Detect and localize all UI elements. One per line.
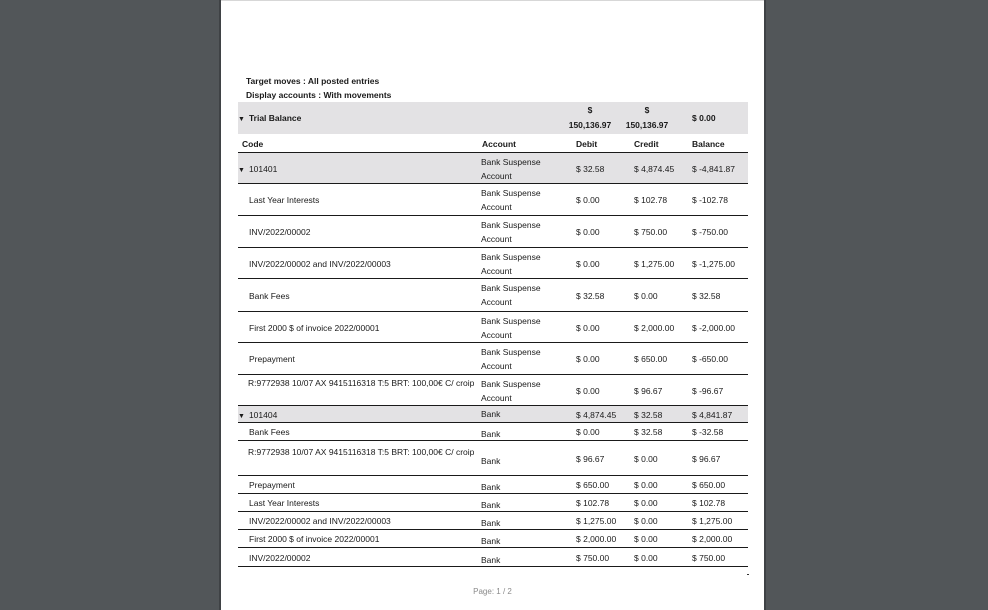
line-debit: $ 0.00 — [576, 259, 600, 269]
collapse-triangle-icon[interactable]: ▼ — [238, 167, 245, 174]
line-debit: $ 0.00 — [576, 386, 600, 396]
group-balance: $ 4,841.87 — [692, 410, 733, 420]
line-debit: $ 0.00 — [576, 427, 600, 437]
column-account: Account — [482, 139, 516, 149]
line-balance: $ 650.00 — [692, 480, 726, 490]
line-credit: $ 650.00 — [634, 354, 668, 364]
line-credit: $ 0.00 — [634, 291, 658, 301]
table-body — [238, 153, 748, 567]
table-row — [238, 476, 748, 494]
page-top-edge — [221, 0, 764, 1]
line-label: INV/2022/00002 and INV/2022/00003 — [249, 516, 391, 526]
report-page — [221, 0, 764, 610]
line-credit: $ 0.00 — [634, 516, 658, 526]
line-account: Bank — [481, 482, 501, 492]
table-row — [238, 343, 748, 375]
line-balance: $ -2,000.00 — [692, 323, 736, 333]
line-account: Bank Suspense Account — [481, 347, 541, 371]
line-debit: $ 1,275.00 — [576, 516, 617, 526]
line-credit: $ 32.58 — [634, 427, 663, 437]
line-debit: $ 0.00 — [576, 354, 600, 364]
line-account: Bank — [481, 536, 501, 546]
line-label: Last Year Interests — [249, 195, 320, 205]
page-mark — [747, 574, 749, 575]
line-debit: $ 0.00 — [576, 227, 600, 237]
line-credit: $ 0.00 — [634, 498, 658, 508]
line-account: Bank Suspense Account — [481, 283, 541, 307]
line-balance: $ 1,275.00 — [692, 516, 733, 526]
line-balance: $ 96.67 — [692, 454, 721, 464]
table-row — [238, 423, 748, 441]
line-credit: $ 2,000.00 — [634, 323, 675, 333]
group-debit: $ 32.58 — [576, 164, 605, 174]
table-row — [238, 312, 748, 343]
line-balance: $ 750.00 — [692, 553, 726, 563]
account-group-row[interactable] — [238, 153, 748, 184]
line-label: R:9772938 10/07 AX 9415116318 T:5 BRT: 100,00€ C/ croip — [248, 378, 475, 388]
collapse-triangle-icon[interactable]: ▼ — [238, 116, 245, 123]
line-balance: $ -102.78 — [692, 195, 728, 205]
trial-balance-header-row[interactable] — [238, 102, 748, 134]
account-group-row[interactable] — [238, 406, 748, 423]
line-debit: $ 0.00 — [576, 195, 600, 205]
page-footer: Page: 1 / 2 — [473, 587, 512, 596]
line-credit: $ 0.00 — [634, 454, 658, 464]
line-debit: $ 2,000.00 — [576, 534, 617, 544]
line-label: Last Year Interests — [249, 498, 320, 508]
line-balance: $ -1,275.00 — [692, 259, 736, 269]
line-balance: $ -32.58 — [692, 427, 724, 437]
line-account: Bank Suspense Account — [481, 220, 541, 244]
table-row — [238, 375, 748, 406]
table-row — [238, 530, 748, 548]
line-debit: $ 32.58 — [576, 291, 605, 301]
trial-balance-title[interactable]: ▼ Trial Balance — [238, 113, 302, 123]
line-balance: $ -750.00 — [692, 227, 728, 237]
line-label: Bank Fees — [249, 427, 290, 437]
line-account: Bank — [481, 518, 501, 528]
total-credit: $ 150,136.97 — [625, 105, 669, 130]
group-account: Bank Suspense Account — [481, 157, 541, 181]
line-label: Bank Fees — [249, 291, 290, 301]
table-row — [238, 494, 748, 512]
line-account: Bank Suspense Account — [481, 188, 541, 212]
line-credit: $ 102.78 — [634, 195, 668, 205]
line-balance: $ 32.58 — [692, 291, 721, 301]
line-balance: $ -96.67 — [692, 386, 724, 396]
line-label: Prepayment — [249, 354, 295, 364]
line-credit: $ 96.67 — [634, 386, 663, 396]
column-credit: Credit — [634, 139, 659, 149]
line-label: INV/2022/00002 — [249, 227, 311, 237]
line-account: Bank — [481, 555, 501, 565]
column-debit: Debit — [576, 139, 598, 149]
line-label: R:9772938 10/07 AX 9415116318 T:5 BRT: 100,00€ C/ croip — [248, 447, 475, 457]
line-label: First 2000 $ of invoice 2022/00001 — [249, 323, 380, 333]
table-row — [238, 216, 748, 248]
line-credit: $ 0.00 — [634, 534, 658, 544]
line-account: Bank — [481, 429, 501, 439]
line-balance: $ 102.78 — [692, 498, 726, 508]
line-label: INV/2022/00002 and INV/2022/00003 — [249, 259, 391, 269]
line-account: Bank — [481, 456, 501, 466]
line-debit: $ 96.67 — [576, 454, 605, 464]
line-label: First 2000 $ of invoice 2022/00001 — [249, 534, 380, 544]
table-row — [238, 279, 748, 312]
table-row — [238, 441, 748, 476]
display-accounts-label: Display accounts : With movements — [246, 90, 392, 100]
line-account: Bank — [481, 500, 501, 510]
target-moves-label: Target moves : All posted entries — [246, 76, 380, 86]
line-label: Prepayment — [249, 480, 295, 490]
table-row — [238, 184, 748, 216]
line-credit: $ 0.00 — [634, 553, 658, 563]
group-balance: $ -4,841.87 — [692, 164, 736, 174]
line-account: Bank Suspense Account — [481, 379, 541, 403]
line-debit: $ 750.00 — [576, 553, 610, 563]
column-header-row — [238, 134, 748, 153]
table-row — [238, 512, 748, 530]
line-balance: $ 2,000.00 — [692, 534, 733, 544]
column-balance: Balance — [692, 139, 725, 149]
line-credit: $ 1,275.00 — [634, 259, 675, 269]
group-code[interactable]: ▼ 101404 — [238, 410, 278, 420]
line-debit: $ 0.00 — [576, 323, 600, 333]
table-row — [238, 548, 748, 567]
line-debit: $ 650.00 — [576, 480, 610, 490]
collapse-triangle-icon[interactable]: ▼ — [238, 413, 245, 420]
trial-balance-table — [238, 102, 748, 567]
line-label: INV/2022/00002 — [249, 553, 311, 563]
line-balance: $ -650.00 — [692, 354, 728, 364]
total-balance: $ 0.00 — [692, 113, 716, 123]
column-code: Code — [242, 139, 264, 149]
total-debit: $ 150,136.97 — [568, 105, 612, 130]
group-credit: $ 32.58 — [634, 410, 663, 420]
group-debit: $ 4,874.45 — [576, 410, 617, 420]
line-debit: $ 102.78 — [576, 498, 610, 508]
table-row — [238, 248, 748, 279]
line-account: Bank Suspense Account — [481, 252, 541, 276]
line-credit: $ 0.00 — [634, 480, 658, 490]
group-credit: $ 4,874.45 — [634, 164, 675, 174]
group-code[interactable]: ▼ 101401 — [238, 164, 278, 174]
group-account: Bank — [481, 409, 501, 419]
line-account: Bank Suspense Account — [481, 316, 541, 340]
line-credit: $ 750.00 — [634, 227, 668, 237]
